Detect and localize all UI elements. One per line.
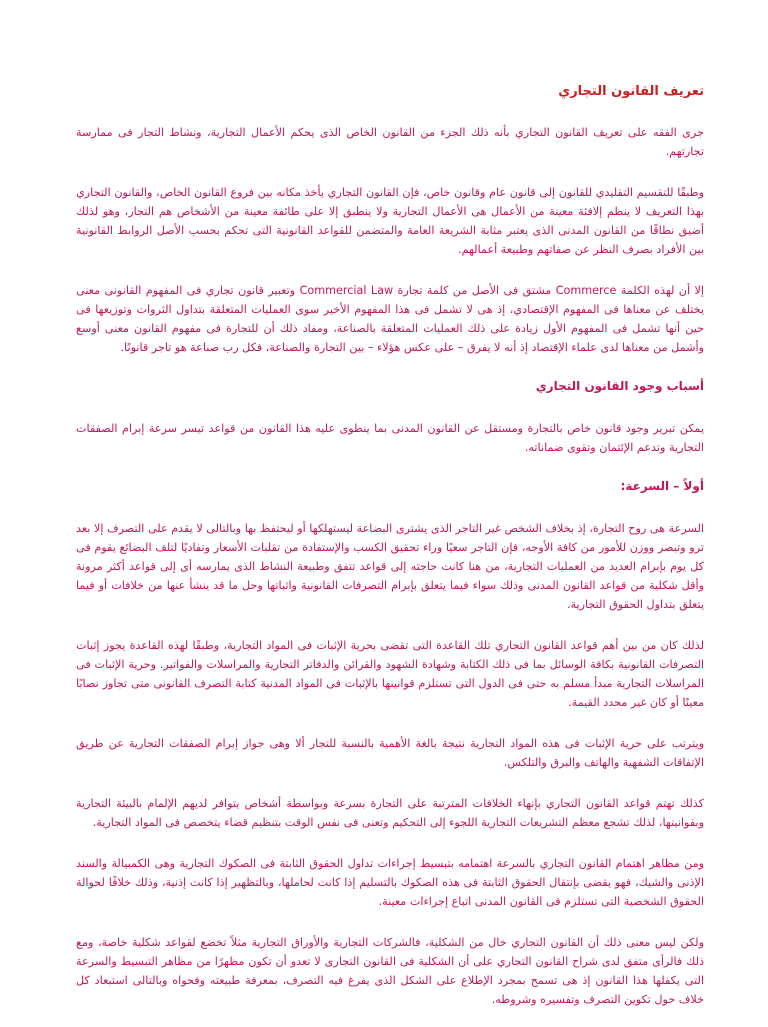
section-heading-reasons: أسباب وجود القانون التجاري xyxy=(535,379,704,393)
paragraph-speed-5: ومن مظاهر اهتمام القانون التجاري بالسرعة اهتمامه بتبسيط إجراءات تداول الحقوق الثابتة فى الصكوك التجارية وهى الكمبيالة والسند الإذنى والشيك، فهو يقضى بإنتقال الحقوق الثابتة فى هذه الصكوك بالتسليم إذا كانت لحاملها، وبالتظهير إذا كانت إذنية، وذلك خلافًا لحوالة الحقوق الشخصية التى تستلزم فى القانون المدنى اتباع إجراءات معينة. xyxy=(76,857,704,908)
paragraph-speed-4: كذلك تهتم قواعد القانون التجاري بإنهاء الخلافات المترتبة على التجارة بسرعة وبواسطة أشخاص يتوافر لديهم الإلمام بالبيئة التجارية وبقوانينها، لذلك تشجع معظم التشريعات التجارية اللجوء إلى التحكيم وتعنى فى نفس الوقت بتنظيم قضاء يتخصص فى المواد التجارية. xyxy=(76,797,704,829)
paragraph-classification: وطبقًا للتقسيم التقليدي للقانون إلى قانون عام وقانون خاص، فإن القانون التجاري يأخذ مكانه بين فروع القانون الخاص، والقانون التجاري بهذا التعريف لا ينظم إلافئة معينة من الأعمال هى الأعمال التجارية ولا ينطبق إلا على طائفة معينة من الأشخاص هم التجار، وهو لذلك أضيق نطاقًا من القانون المدنى الذى يعتبر مثابة الشريعة العامة والمتضمن للقواعد القانونية التى تحكم بحسب الأصل الروابط القانونية بين الأفراد بصرف النظر عن صفاتهم وطبيعة أعمالهم. xyxy=(76,186,704,256)
paragraph-speed-2: لذلك كان من بين أهم قواعد القانون التجاري تلك القاعدة التى تقضى بحرية الإثبات فى المواد التجارية، وطبقًا لهذه القاعدة يجوز إثبات التصرفات القانونية بكافة الوسائل بما فى ذلك الكتابة وشهادة الشهود والقرائن والدفاتر التجارية والمراسلات والفواتير. وحرية الإثبات فى المراسلات التجارية مبدأ مسلم به حتى فى الدول التى تستلزم قوانينها بالإثبات فى المواد المدنية كتابة التصرف القانونى متى تجاوز نصابًا معينًا أو كان غير محدد القيمة. xyxy=(76,639,704,709)
subsection-heading-speed: أولاً – السرعة: xyxy=(620,479,704,493)
paragraph-reasons: يمكن تبرير وجود قانون خاص بالتجارة ومستقل عن القانون المدنى بما ينطوى عليه هذا القانون من قواعد تيسر سرعة إبرام الصفقات التجارية وتدعم الإئتمان وتقوى ضماناته. xyxy=(76,422,704,454)
paragraph-commerce-term: إلا أن لهذه الكلمة Commerce مشتق فى الأصل من كلمة تجارة Commercial Law وتعبير قانون تجاري فى المفهوم القانونى معنى يختلف عن معناها فى المفهوم الإقتصادي، إذ هى لا تشمل فى هذا المفهوم الأخير سوى العمليات المتعلقة بتداول الثروات وتوزيعها فى حين أنها تشمل فى المفهوم الأول زيادة على ذلك العمليات المتعلقة بالصناعة، ومفاد ذلك أن للتجارة فى مفهوم القانون معنى أوسع وأشمل من معناها لدى علماء الإقتصاد إذ أنه لا يفرق – على عكس هؤلاء – بين التجارة والصناعة، فكل رب صناعة هو تاجر قانونًا. xyxy=(76,284,704,354)
paragraph-speed-1: السرعة هى روح التجارة، إذ بخلاف الشخص غير التاجر الذى يشترى البضاعة ليستهلكها أو ليحتفظ بها وبالتالى لا يقدم على التصرف إلا بعد ترو وتبصر ووزن للأمور من كافة الأوجه، فإن التاجر سعيًا وراء تحقيق الكسب والإستفادة من تقلبات الأسعار وتفاديًا لتلف البضائع يقوم فى كل يوم بإبرام العديد من العمليات التجارية، من هنا كانت حاجته إلى قواعد تتفق وطبيعة النشاط الذى يمارسه أى إلى قواعد أكثر مرونة وأقل شكلية من قواعد القانون المدنى وذلك سواء فيما يتعلق بإبرام التصرفات القانونية واثباتها وحل ما قد ينشأ عنها من خلافات أو فيما يتعلق بتداول الحقوق التجارية. xyxy=(76,522,704,611)
document-title: تعريف القانون التجاري xyxy=(558,84,704,99)
paragraph-speed-3: ويترتب على حرية الإثبات فى هذه المواد التجارية نتيجة بالغة الأهمية بالنسبة للتجار ألا وهى جواز إبرام الصفقات التجارية عن طريق الإتفاقات الشفهية والهاتف والبرق والتلكس. xyxy=(76,737,704,769)
paragraph-speed-6: ولكن ليس معنى ذلك أن القانون التجاري خال من الشكلية، فالشركات التجارية والأوراق التجارية مثلاً تخضع لقواعد شكلية خاصة، ومع ذلك فالرأى متفق لدى شراح القانون التجاري على أن الشكلية فى القانون التجارى لا تعدو أن تكون مظهرًا من مظاهر التبسيط والسرعة التى يكفلها هذا القانون إذ هى تسمح بمجرد الإطلاع على الشكل الذى يفرغ فيه التصرف، بمعرفة طبيعته وفحواه وبالتالى استبعاد كل خلاف حول تكوين التصرف وتفسيره وشروطه. xyxy=(76,936,704,1006)
document-page xyxy=(76,84,704,1027)
paragraph-definition: جرى الفقه على تعريف القانون التجاري بأنه ذلك الجزء من القانون الخاص الذى يحكم الأعمال التجارية، ونشاط التجار فى ممارسة تجارتهم. xyxy=(76,126,704,158)
